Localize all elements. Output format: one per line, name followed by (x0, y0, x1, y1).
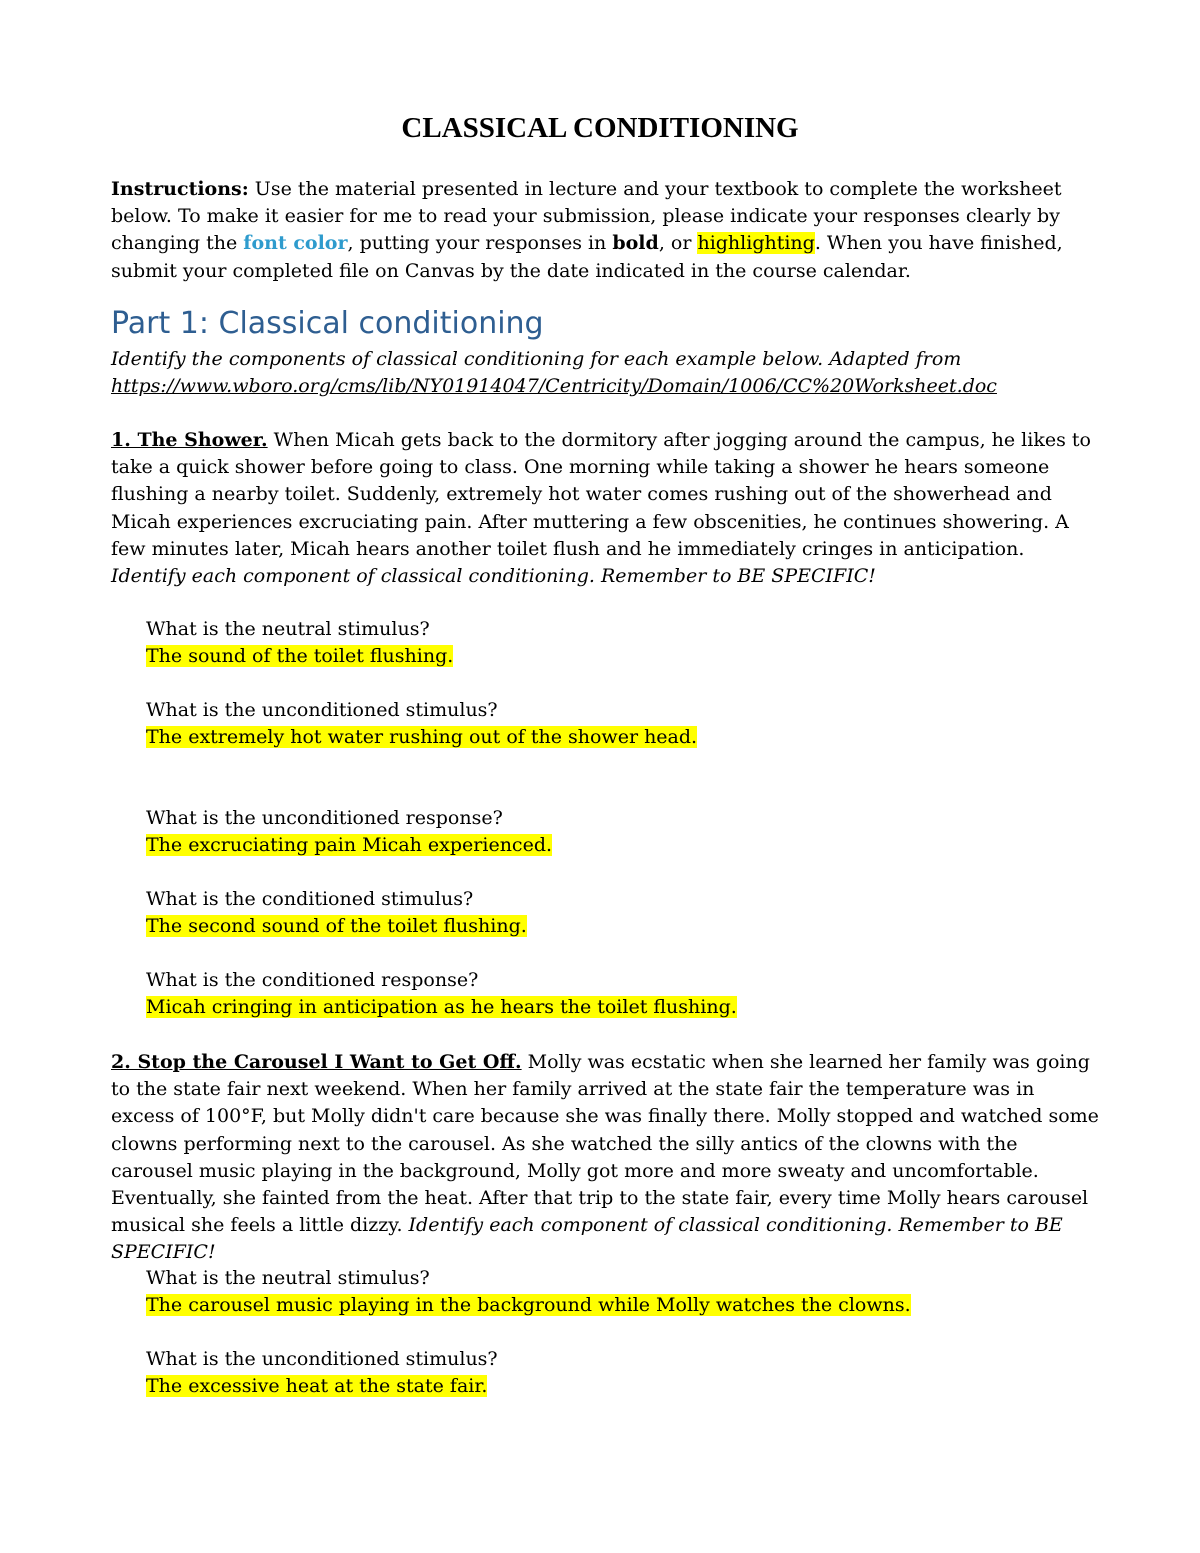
instructions-text: Use the material presented in lecture and your textbook to complete the worksheet below. To make it easier for me to read your submission, please indicate your responses clearly by changing the (111, 178, 1062, 255)
instructions-text: , putting your responses in (347, 232, 613, 255)
font-color-example: font color (243, 232, 348, 255)
question-text: What is the unconditioned stimulus? (146, 1348, 498, 1370)
qa-item (146, 697, 1096, 751)
qa-item (146, 1346, 1096, 1400)
question-1-body: When Micah gets back to the dormitory after jogging around the campus, he likes to take a quick shower before going to class. One morning while taking a shower he hears someone flushing a nearby toilet. Suddenly, extremely hot water comes rushing out of the showerhead and Micah experiences excruciating pain. After muttering a few obscenities, he continues showering. A few minutes later, Micah hears another toilet flush and he immediately cringes in anticipation. (111, 429, 1091, 560)
answer-highlight: The extremely hot water rushing out of the shower head. (146, 726, 698, 749)
answer-highlight: The sound of the toilet flushing. (146, 645, 454, 668)
qa-item (146, 1265, 1096, 1319)
highlighting-example: highlighting (697, 232, 815, 255)
answer-highlight: The excruciating pain Micah experienced. (146, 834, 553, 857)
question-text: What is the neutral stimulus? (146, 1267, 430, 1289)
part1-intro-text: Identify the components of classical conditioning for each example below. Adapted from (111, 348, 962, 370)
question-text: What is the unconditioned response? (146, 807, 503, 829)
answer-text (146, 643, 1096, 670)
instructions-text: , or (658, 232, 698, 255)
instructions-text: . When you have finished, submit your completed file on Canvas by the date indicated in the course calendar. (111, 232, 1063, 282)
qa-item (146, 886, 1096, 940)
question-2-label: 2. Stop the Carousel I Want to Get Off. (111, 1051, 522, 1073)
bold-example: bold (612, 232, 659, 255)
answer-text (146, 832, 1096, 859)
part1-heading: Part 1: Classical conditioning (111, 306, 544, 341)
answer-text (146, 913, 1096, 940)
question-text: What is the neutral stimulus? (146, 618, 430, 640)
question-2-instruction: Identify each component of classical conditioning. Remember to BE SPECIFIC! (111, 1214, 1063, 1264)
question-text: What is the conditioned response? (146, 969, 479, 991)
question-1-paragraph (111, 427, 1101, 590)
instructions-label: Instructions: (111, 178, 249, 200)
question-text: What is the unconditioned stimulus? (146, 699, 498, 721)
qa-item (146, 967, 1096, 1021)
qa-item (146, 805, 1096, 859)
qa-item (146, 616, 1096, 670)
answer-highlight: The second sound of the toilet flushing. (146, 915, 527, 938)
answer-highlight: The carousel music playing in the background while Molly watches the clowns. (146, 1294, 911, 1317)
question-1-instruction: Identify each component of classical conditioning. Remember to BE SPECIFIC! (111, 565, 876, 588)
answer-highlight: The excessive heat at the state fair. (146, 1375, 488, 1398)
answer-text (146, 1373, 1096, 1400)
question-1-label: 1. The Shower. (111, 429, 268, 451)
question-2-paragraph (111, 1049, 1101, 1267)
question-text: What is the conditioned stimulus? (146, 888, 474, 910)
instructions-paragraph (111, 176, 1101, 285)
part1-intro (111, 346, 1101, 400)
page-title: CLASSICAL CONDITIONING (401, 112, 799, 144)
answer-text (146, 1292, 1096, 1319)
answer-text (146, 994, 1096, 1021)
question-2-body: Molly was ecstatic when she learned her family was going to the state fair next weekend. When her family arrived at the state fair the temperature was in excess of 100°F, but Molly didn't care because she was finally there. Molly stopped and watched some clowns performing next to the carousel. As she watched the silly antics of the clowns with the carousel music playing in the background, Molly got more and more sweaty and uncomfortable. Eventually, she fainted from the heat. After that trip to the state fair, every time Molly hears carousel musical she feels a little dizzy. (111, 1051, 1099, 1237)
answer-text (146, 724, 1096, 751)
answer-highlight: Micah cringing in anticipation as he hears the toilet flushing. (146, 996, 737, 1019)
source-link[interactable]: https://www.wboro.org/cms/lib/NY01914047/Centricity/Domain/1006/CC%20Worksheet.doc (111, 375, 997, 398)
